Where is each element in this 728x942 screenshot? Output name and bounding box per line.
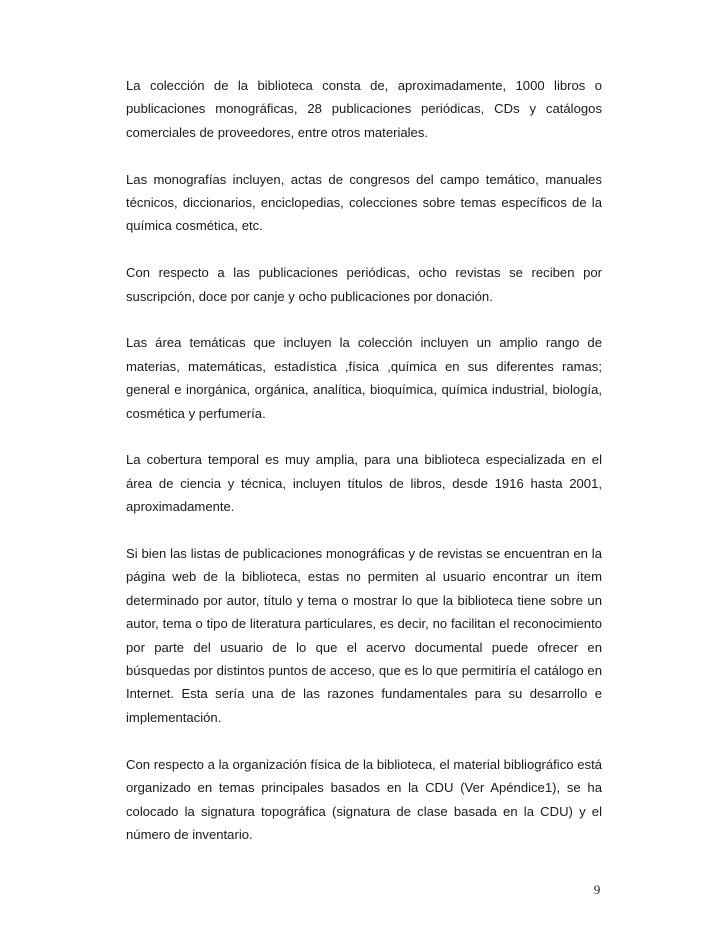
paragraph-periodicals: Con respecto a las publicaciones periódicas, ocho revistas se reciben por suscripción, doce por canje y ocho publicaciones por donación. (126, 265, 602, 304)
paragraph-subject-areas: Las área temáticas que incluyen la colección incluyen un amplio rango de materias, matemáticas, estadística ,física ,química en sus diferentes ramas; general e inorgánica, orgánica, analítica, bioquímica, química industrial, biología, cosmética y perfumería. (126, 335, 602, 421)
paragraph-physical-organization: Con respecto a la organización física de la biblioteca, el material bibliográfico está organizado en temas principales basados en la CDU (Ver Apéndice1), se ha colocado la signatura topográfica (signatura de clase basada en la CDU) y el número de inventario. (126, 756, 602, 842)
paragraph-catalog-rationale: Si bien las listas de publicaciones monográficas y de revistas se encuentran en la página web de la biblioteca, estas no permiten al usuario encontrar un ítem determinado por autor, título y tema o mostrar lo que la biblioteca tiene sobre un autor, tema o tipo de literatura particulares, es decir, no facilitan el reconocimiento por parte del usuario de lo que el acervo documental puede ofrecer en búsquedas por distintos puntos de acceso, que es lo que permitiría el catálogo en Internet. Esta sería una de las razones fundamentales para su desarrollo e implementación. (126, 546, 602, 725)
page-number: 9 (593, 882, 601, 897)
paragraph-collection-size: La colección de la biblioteca consta de, aproximadamente, 1000 libros o publicaciones monográficas, 28 publicaciones periódicas, CDs y catálogos comerciales de proveedores, entre otros materiales. (126, 78, 602, 140)
paragraph-monographs: Las monografías incluyen, actas de congresos del campo temático, manuales técnicos, diccionarios, enciclopedias, colecciones sobre temas específicos de la química cosmética, etc. (126, 171, 602, 234)
body-text (126, 74, 602, 846)
paragraph-temporal-coverage: La cobertura temporal es muy amplia, para una biblioteca especializada en el área de ciencia y técnica, incluyen títulos de libros, desde 1916 hasta 2001, aproximadamente. (126, 452, 602, 515)
